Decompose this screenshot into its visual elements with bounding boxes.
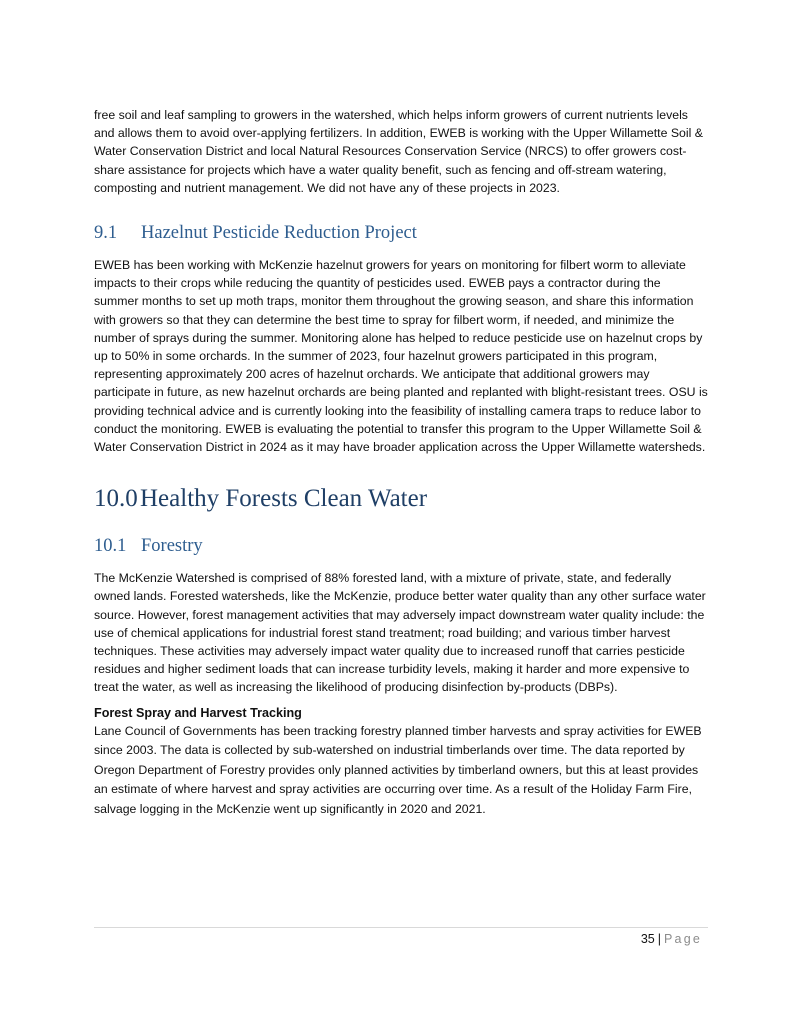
section-10-1-paragraph: The McKenzie Watershed is comprised of 88% forested land, with a mixture of private, state, and federally owned lands. Forested watersheds, like the McKenzie, produce better water quality than any other surface water source. However, forest management activities that may adversely impact downstream water quality include: the use of chemical applications for industrial forest stand treatment; road building; and various timber harvest techniques. These activities may adversely impact water quality due to increased runoff that carries pesticide residues and higher sediment loads that can increase turbidity levels, making it harder and more expensive to treat the water, as well as increasing the likelihood of producing disinfection by-products (DBPs). [94, 571, 706, 695]
section-9-1-heading [94, 221, 708, 245]
footer-divider [94, 927, 708, 928]
page-content [94, 106, 708, 820]
section-10-title: Healthy Forests Clean Water [140, 485, 428, 513]
section-9-1-paragraph: EWEB has been working with McKenzie hazelnut growers for years on monitoring for filbert worm to alleviate impacts to their crops while reducing the quantity of pesticides used. EWEB pays a contractor during the summer months to set up moth traps, monitor them throughout the growing season, and share this information with growers so that they can determine the best time to spray for filbert worm, if needed, and minimize the number of sprays during the summer. Monitoring alone has helped to reduce pesticide use on hazelnut crops by up to 50% in some orchards. In the summer of 2023, four hazelnut growers participated in this program, representing approximately 200 acres of hazelnut orchards. We anticipate that additional growers may participate in future, as new hazelnut orchards are being planted and replanted with blight-resistant trees. OSU is providing technical advice and is currently looking into the feasibility of installing camera traps to reduce labor to conduct the monitoring. EWEB is evaluating the potential to transfer this program to the Upper Willamette Soil & Water Conservation District in 2024 as it may have broader application across the Upper Willamette watersheds. [94, 258, 708, 455]
page-label: Page [664, 932, 702, 946]
section-9-1-title: Hazelnut Pesticide Reduction Project [141, 223, 417, 244]
section-10-1-heading [94, 534, 708, 558]
page-footer [641, 931, 702, 947]
section-10-number: 10.0 [94, 485, 138, 513]
forest-spray-paragraph: Lane Council of Governments has been tracking forestry planned timber harvests and spray activities for EWEB since 2003. The data is collected by sub-watershed on industrial timberlands over time. The data reported by Oregon Department of Forestry provides only planned activities by timberland owners, but this at least provides an estimate of where harvest and spray activities are occurring over time. As a result of the Holiday Farm Fire, salvage logging in the McKenzie went up significantly in 2020 and 2021. [94, 723, 702, 817]
footer-separator: | [657, 932, 661, 946]
forest-spray-subheading: Forest Spray and Harvest Tracking [94, 705, 302, 720]
intro-paragraph: free soil and leaf sampling to growers in the watershed, which helps inform growers of current nutrients levels and allows them to avoid over-applying fertilizers. In addition, EWEB is working with the Upper Willamette Soil & Water Conservation District and local Natural Resources Conservation Service (NRCS) to offer growers cost-share assistance for projects which have a water quality benefit, such as fencing and off-stream watering, composting and nutrient management. We did not have any of these projects in 2023. [94, 108, 703, 195]
section-10-1-number: 10.1 [94, 536, 127, 557]
section-10-1-title: Forestry [141, 536, 203, 557]
page-number: 35 [640, 932, 655, 946]
section-10-heading [94, 483, 708, 515]
section-9-1-number: 9.1 [94, 223, 118, 244]
